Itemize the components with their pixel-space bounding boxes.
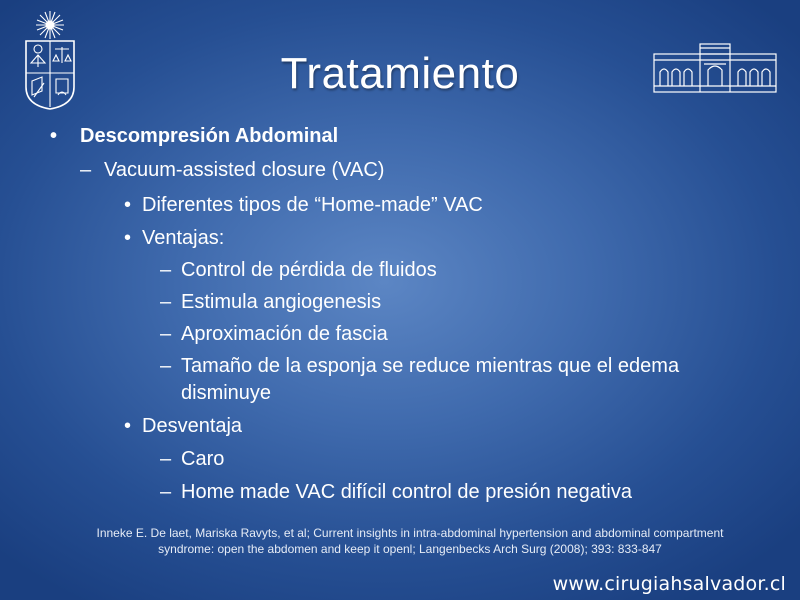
bullet-text: Diferentes tipos de “Home-made” VAC bbox=[142, 194, 483, 216]
list-item bbox=[160, 290, 382, 314]
bullet-vac bbox=[80, 158, 385, 182]
bullet-marker: • bbox=[124, 227, 132, 249]
dash-marker: – bbox=[160, 259, 172, 281]
bullet-marker: • bbox=[50, 125, 58, 147]
bullet-text: Home made VAC difícil control de presión negativa bbox=[181, 481, 632, 503]
bullet-text: Control de pérdida de fluidos bbox=[181, 259, 437, 281]
slide-title: Tratamiento bbox=[280, 49, 520, 98]
bullet-text: Ventajas: bbox=[142, 227, 225, 249]
bullet-text: Caro bbox=[181, 448, 225, 470]
bullet-text: Descompresión Abdominal bbox=[80, 125, 339, 147]
dash-marker: – bbox=[80, 159, 92, 181]
bullet-text: Estimula angiogenesis bbox=[181, 291, 382, 313]
bullet-desventaja bbox=[124, 414, 243, 438]
bullet-text: Vacuum-assisted closure (VAC) bbox=[104, 159, 385, 181]
dash-marker: – bbox=[160, 291, 172, 313]
citation-line: syndrome: open the abdomen and keep it openl; Langenbecks Arch Surg (2008); 393: 833-847 bbox=[158, 542, 662, 556]
bullet-text: Desventaja bbox=[142, 415, 243, 437]
bullet-tipos bbox=[124, 193, 483, 217]
list-item bbox=[160, 258, 437, 282]
bullet-heading bbox=[50, 124, 339, 148]
list-item bbox=[160, 322, 388, 346]
citation bbox=[40, 525, 780, 557]
bullet-text: Aproximación de fascia bbox=[181, 323, 388, 345]
bullet-marker: • bbox=[124, 194, 132, 216]
list-item bbox=[160, 354, 680, 378]
dash-marker: – bbox=[160, 323, 172, 345]
list-item bbox=[160, 447, 225, 471]
dash-marker: – bbox=[160, 355, 172, 377]
dash-marker: – bbox=[160, 481, 172, 503]
bullet-text: disminuye bbox=[181, 382, 272, 404]
dash-marker: – bbox=[160, 448, 172, 470]
list-item bbox=[160, 480, 632, 504]
bullet-marker: • bbox=[124, 415, 132, 437]
list-item-continuation bbox=[181, 381, 271, 405]
bullet-text: Tamaño de la esponja se reduce mientras que el edema bbox=[181, 355, 680, 377]
citation-line: Inneke E. De laet, Mariska Ravyts, et al; Current insights in intra-abdominal hypertension and abdominal compartment bbox=[96, 526, 724, 540]
bullet-ventajas bbox=[124, 226, 225, 250]
footer-url: www.cirugiahsalvador.cl bbox=[552, 573, 786, 595]
